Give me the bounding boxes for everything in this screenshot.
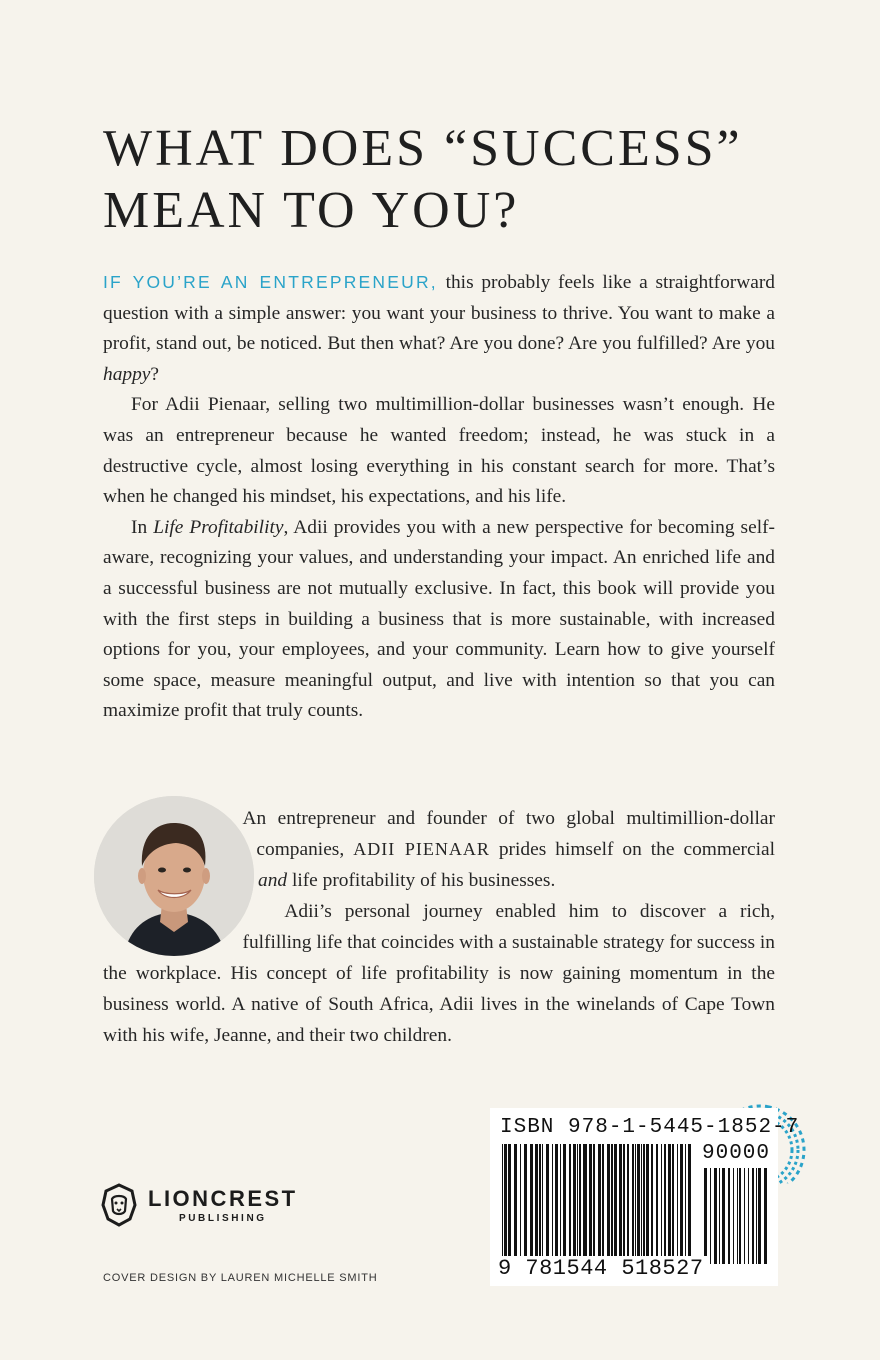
barcode-bar bbox=[569, 1144, 571, 1264]
barcode-bar bbox=[539, 1144, 541, 1264]
barcode-bar bbox=[677, 1144, 678, 1264]
barcode-bar bbox=[672, 1144, 674, 1264]
barcode-bar bbox=[719, 1168, 720, 1264]
bio-p1-italic: and bbox=[258, 870, 288, 891]
book-blurb bbox=[103, 267, 775, 727]
barcode-bar bbox=[656, 1144, 658, 1264]
barcode-bar bbox=[520, 1144, 521, 1264]
barcode-bar bbox=[589, 1144, 592, 1264]
barcode-bar bbox=[646, 1144, 649, 1264]
barcode-bar bbox=[530, 1144, 533, 1264]
barcode-bar bbox=[739, 1168, 741, 1264]
barcode-bar bbox=[758, 1168, 761, 1264]
cover-design-credit: COVER DESIGN BY LAUREN MICHELLE SMITH bbox=[103, 1272, 378, 1284]
isbn-barcode bbox=[490, 1108, 800, 1286]
barcode-bar bbox=[748, 1168, 749, 1264]
blurb-p1-text: this probably feels like a straightforward question with a simple answer: you want your business to thrive. You want to make a profit, stand out, be noticed. But then what? Are you done? Are you fulfilled? Are you bbox=[103, 272, 775, 355]
barcode-bar bbox=[641, 1144, 642, 1264]
book-title: Life Profitability bbox=[153, 516, 284, 538]
barcode-bar bbox=[563, 1144, 566, 1264]
barcode-bar bbox=[602, 1144, 604, 1264]
blurb-p3-text: , Adii provides you with a new perspective for becoming self-aware, recognizing your values, and understanding your impact. An enriched life and a successful business are not mutually exclusive. In fact, this book will provide you with the first steps in building a business that is more sustainable, with increased options for you, your employees, and your community. Learn how to give yourself some space, measure meaningful output, and live with intention so that you can maximize profit that truly counts. bbox=[103, 516, 775, 722]
publisher-logo bbox=[100, 1183, 298, 1227]
barcode-bar bbox=[714, 1168, 717, 1264]
barcode-bar bbox=[583, 1144, 587, 1264]
blurb-paragraph-2: For Adii Pienaar, selling two multimillion-dollar businesses wasn’t enough. He was an entrepreneur because he wanted freedom; instead, he was stuck in a destructive cycle, almost losing everything in his constant search for more. That’s when he changed his mindset, his expectations, and his life. bbox=[103, 394, 775, 508]
barcode-bar bbox=[728, 1168, 730, 1264]
blurb-lead-in: IF YOU’RE AN ENTREPRENEUR, bbox=[103, 272, 438, 292]
barcode-bar bbox=[614, 1144, 617, 1264]
barcode-bar bbox=[733, 1168, 734, 1264]
bio-p1-end: life profitability of his businesses. bbox=[287, 870, 556, 891]
barcode-bar bbox=[756, 1168, 757, 1264]
barcode-bar bbox=[619, 1144, 622, 1264]
barcode-bar bbox=[744, 1168, 745, 1264]
bio-p1-mid: prides himself on the commercial bbox=[489, 839, 776, 860]
barcode-bar bbox=[722, 1168, 725, 1264]
barcode-bar bbox=[555, 1144, 558, 1264]
barcode-bar bbox=[710, 1168, 711, 1264]
barcode-bar bbox=[560, 1144, 561, 1264]
bio-p1-start: An entrepreneur and founder of two global multimillion-dollar companies, bbox=[242, 808, 775, 860]
barcode-bar bbox=[668, 1144, 671, 1264]
publisher-sub: PUBLISHING bbox=[178, 1212, 267, 1224]
headline-line-2: MEAN TO YOU? bbox=[103, 182, 520, 239]
price-code: 90000 bbox=[702, 1142, 771, 1165]
barcode-bar bbox=[546, 1144, 549, 1264]
barcode-bar bbox=[611, 1144, 613, 1264]
barcode-bar bbox=[664, 1144, 666, 1264]
barcode-bar bbox=[623, 1144, 625, 1264]
barcode-bar bbox=[508, 1144, 511, 1264]
barcode-bar bbox=[627, 1144, 629, 1264]
barcode-bar bbox=[764, 1168, 767, 1264]
barcode-bar bbox=[607, 1144, 610, 1264]
barcode-bar bbox=[524, 1144, 527, 1264]
headline-line-1: WHAT DOES “SUCCESS” bbox=[103, 120, 743, 177]
barcode-bar bbox=[542, 1144, 543, 1264]
barcode-bar bbox=[579, 1144, 581, 1264]
barcode-bar bbox=[651, 1144, 653, 1264]
bio-paragraph-2: Adii’s personal journey enabled him to discover a rich, fulfilling life that coincides with a sustainable strategy for success in the workplace. His concept of life profitability is now gaining momentum in the business world. A native of South Africa, Adii lives in the winelands of Cape Town with his wife, Jeanne, and their two children. bbox=[103, 901, 775, 1046]
barcode-bar bbox=[535, 1144, 538, 1264]
barcode-bar bbox=[632, 1144, 634, 1264]
headline bbox=[103, 118, 823, 242]
barcode-bar bbox=[573, 1144, 576, 1264]
barcode-bar bbox=[577, 1144, 578, 1264]
publisher-name: LIONCREST bbox=[148, 1185, 298, 1211]
barcode-bar bbox=[514, 1144, 517, 1264]
lion-head-icon bbox=[100, 1183, 138, 1227]
barcode-bar bbox=[643, 1144, 645, 1264]
blurb-p3-start: In bbox=[131, 516, 154, 538]
barcode-bar bbox=[661, 1144, 662, 1264]
author-name: ADII PIENAAR bbox=[353, 839, 490, 859]
barcode-bar bbox=[737, 1168, 738, 1264]
barcode-bar bbox=[704, 1168, 707, 1264]
author-bio bbox=[103, 803, 775, 1051]
barcode-bar bbox=[752, 1168, 754, 1264]
blurb-p1-end: ? bbox=[150, 363, 159, 385]
isbn-label: ISBN 978-1-5445-1852-7 bbox=[500, 1116, 800, 1139]
barcode-digits: 9 781544 518527 bbox=[494, 1256, 708, 1281]
barcode-bar bbox=[593, 1144, 595, 1264]
barcode-bar bbox=[637, 1144, 640, 1264]
barcode-bar bbox=[680, 1144, 683, 1264]
blurb-paragraph-3 bbox=[103, 513, 775, 727]
barcode-bar bbox=[552, 1144, 553, 1264]
blurb-paragraph-1 bbox=[103, 267, 775, 390]
barcode-bar bbox=[635, 1144, 636, 1264]
blurb-p1-italic: happy bbox=[103, 363, 151, 385]
